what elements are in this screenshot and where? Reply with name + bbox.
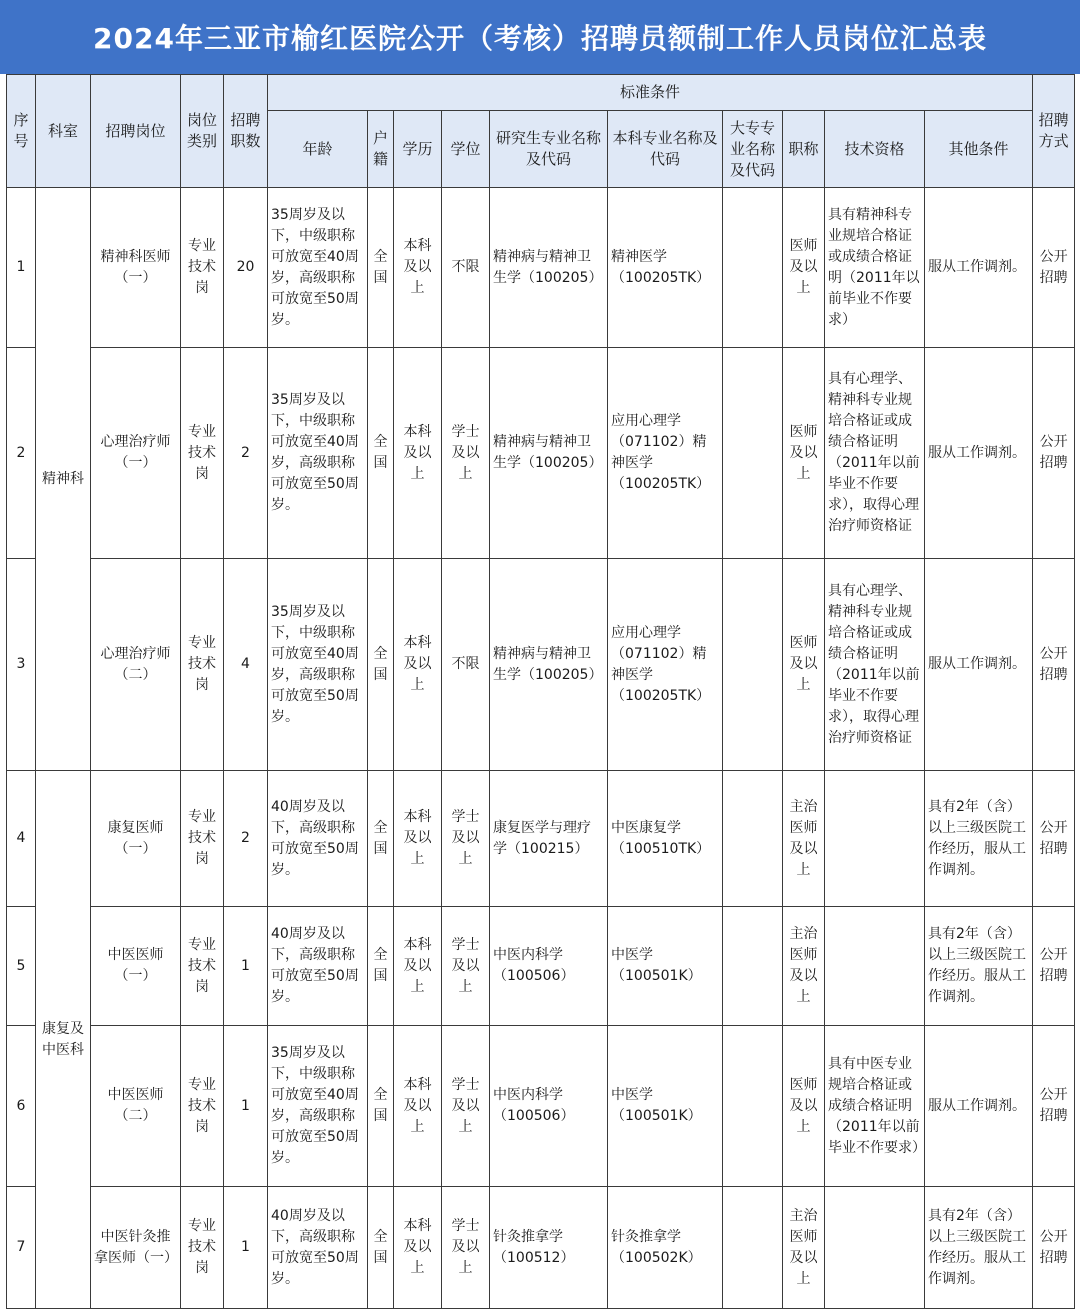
cell-hukou: 全国 bbox=[368, 559, 394, 771]
cell-position: 精神科医师（一） bbox=[91, 188, 181, 348]
cell-undergrad-major: 应用心理学（071102）精神医学（100205TK） bbox=[608, 559, 723, 771]
table-row bbox=[7, 1187, 1075, 1309]
cell-method: 公开招聘 bbox=[1033, 771, 1075, 907]
cell-education: 本科及以上 bbox=[394, 771, 442, 907]
cell-title-req: 主治医师及以上 bbox=[783, 907, 825, 1026]
cell-college-major bbox=[723, 559, 783, 771]
page-title: 2024年三亚市榆红医院公开（考核）招聘员额制工作人员岗位汇总表 bbox=[0, 0, 1080, 74]
header-age: 年龄 bbox=[268, 111, 368, 188]
cell-seq: 6 bbox=[7, 1026, 36, 1187]
cell-dept: 康复及中医科 bbox=[36, 771, 91, 1309]
cell-category: 专业技术岗 bbox=[181, 348, 224, 559]
cell-grad-major: 精神病与精神卫生学（100205） bbox=[490, 348, 608, 559]
cell-seq: 4 bbox=[7, 771, 36, 907]
cell-undergrad-major: 中医学（100501K） bbox=[608, 1026, 723, 1187]
cell-age: 40周岁及以下，高级职称可放宽至50周岁。 bbox=[268, 907, 368, 1026]
cell-other: 服从工作调剂。 bbox=[925, 1026, 1033, 1187]
cell-category: 专业技术岗 bbox=[181, 188, 224, 348]
cell-title-req: 医师及以上 bbox=[783, 348, 825, 559]
cell-count: 2 bbox=[224, 771, 268, 907]
cell-degree: 学士及以上 bbox=[442, 1187, 490, 1309]
cell-degree: 学士及以上 bbox=[442, 348, 490, 559]
cell-seq: 7 bbox=[7, 1187, 36, 1309]
cell-position: 康复医师（一） bbox=[91, 771, 181, 907]
cell-count: 2 bbox=[224, 348, 268, 559]
cell-tech-qual: 具有精神科专业规培合格证或成绩合格证明（2011年以前毕业不作要求） bbox=[825, 188, 925, 348]
header-position: 招聘岗位 bbox=[91, 75, 181, 188]
cell-college-major bbox=[723, 1187, 783, 1309]
recruitment-table bbox=[6, 74, 1075, 1309]
cell-grad-major: 精神病与精神卫生学（100205） bbox=[490, 559, 608, 771]
cell-undergrad-major: 应用心理学（071102）精神医学（100205TK） bbox=[608, 348, 723, 559]
cell-method: 公开招聘 bbox=[1033, 1026, 1075, 1187]
cell-dept: 精神科 bbox=[36, 188, 91, 771]
cell-age: 35周岁及以下，中级职称可放宽至40周岁，高级职称可放宽至50周岁。 bbox=[268, 559, 368, 771]
cell-tech-qual: 具有心理学、精神科专业规培合格证或成绩合格证明（2011年以前毕业不作要求），取得心理治疗师资格证 bbox=[825, 348, 925, 559]
cell-college-major bbox=[723, 1026, 783, 1187]
header-other: 其他条件 bbox=[925, 111, 1033, 188]
cell-title-req: 医师及以上 bbox=[783, 559, 825, 771]
cell-category: 专业技术岗 bbox=[181, 559, 224, 771]
cell-count: 1 bbox=[224, 1026, 268, 1187]
cell-position: 中医针灸推拿医师（一） bbox=[91, 1187, 181, 1309]
cell-method: 公开招聘 bbox=[1033, 1187, 1075, 1309]
cell-seq: 2 bbox=[7, 348, 36, 559]
cell-position: 心理治疗师（二） bbox=[91, 559, 181, 771]
header-seq: 序号 bbox=[7, 75, 36, 188]
cell-count: 20 bbox=[224, 188, 268, 348]
cell-seq: 5 bbox=[7, 907, 36, 1026]
cell-education: 本科及以上 bbox=[394, 188, 442, 348]
cell-degree: 学士及以上 bbox=[442, 907, 490, 1026]
header-tech-qual: 技术资格 bbox=[825, 111, 925, 188]
cell-other: 具有2年（含）以上三级医院工作经历，服从工作调剂。 bbox=[925, 771, 1033, 907]
cell-hukou: 全国 bbox=[368, 348, 394, 559]
cell-tech-qual: 具有中医专业规培合格证或成绩合格证明（2011年以前毕业不作要求） bbox=[825, 1026, 925, 1187]
cell-title-req: 主治医师及以上 bbox=[783, 771, 825, 907]
table-row bbox=[7, 771, 1075, 907]
cell-tech-qual bbox=[825, 907, 925, 1026]
cell-category: 专业技术岗 bbox=[181, 1026, 224, 1187]
cell-count: 4 bbox=[224, 559, 268, 771]
cell-age: 40周岁及以下，高级职称可放宽至50周岁。 bbox=[268, 1187, 368, 1309]
cell-category: 专业技术岗 bbox=[181, 907, 224, 1026]
cell-hukou: 全国 bbox=[368, 1026, 394, 1187]
cell-method: 公开招聘 bbox=[1033, 907, 1075, 1026]
header-hukou: 户籍 bbox=[368, 111, 394, 188]
cell-method: 公开招聘 bbox=[1033, 559, 1075, 771]
cell-age: 35周岁及以下，中级职称可放宽至40周岁，高级职称可放宽至50周岁。 bbox=[268, 1026, 368, 1187]
cell-degree: 不限 bbox=[442, 559, 490, 771]
cell-hukou: 全国 bbox=[368, 771, 394, 907]
header-education: 学历 bbox=[394, 111, 442, 188]
cell-position: 中医医师（二） bbox=[91, 1026, 181, 1187]
cell-college-major bbox=[723, 188, 783, 348]
cell-category: 专业技术岗 bbox=[181, 1187, 224, 1309]
cell-degree: 学士及以上 bbox=[442, 1026, 490, 1187]
cell-count: 1 bbox=[224, 1187, 268, 1309]
cell-age: 35周岁及以下，中级职称可放宽至40周岁，高级职称可放宽至50周岁。 bbox=[268, 348, 368, 559]
cell-age: 40周岁及以下，高级职称可放宽至50周岁。 bbox=[268, 771, 368, 907]
cell-hukou: 全国 bbox=[368, 188, 394, 348]
header-category: 岗位类别 bbox=[181, 75, 224, 188]
cell-other: 具有2年（含）以上三级医院工作经历。服从工作调剂。 bbox=[925, 1187, 1033, 1309]
header-dept: 科室 bbox=[36, 75, 91, 188]
cell-undergrad-major: 中医康复学（100510TK） bbox=[608, 771, 723, 907]
header-title-req: 职称 bbox=[783, 111, 825, 188]
cell-grad-major: 中医内科学（100506） bbox=[490, 907, 608, 1026]
cell-education: 本科及以上 bbox=[394, 559, 442, 771]
cell-grad-major: 中医内科学（100506） bbox=[490, 1026, 608, 1187]
cell-hukou: 全国 bbox=[368, 1187, 394, 1309]
cell-seq: 3 bbox=[7, 559, 36, 771]
cell-count: 1 bbox=[224, 907, 268, 1026]
cell-seq: 1 bbox=[7, 188, 36, 348]
cell-title-req: 医师及以上 bbox=[783, 188, 825, 348]
cell-grad-major: 针灸推拿学（100512） bbox=[490, 1187, 608, 1309]
cell-method: 公开招聘 bbox=[1033, 348, 1075, 559]
cell-position: 心理治疗师（一） bbox=[91, 348, 181, 559]
cell-age: 35周岁及以下，中级职称可放宽至40周岁，高级职称可放宽至50周岁。 bbox=[268, 188, 368, 348]
cell-education: 本科及以上 bbox=[394, 1026, 442, 1187]
table-row bbox=[7, 348, 1075, 559]
cell-education: 本科及以上 bbox=[394, 348, 442, 559]
cell-college-major bbox=[723, 907, 783, 1026]
cell-category: 专业技术岗 bbox=[181, 771, 224, 907]
cell-education: 本科及以上 bbox=[394, 907, 442, 1026]
header-grad-major: 研究生专业名称及代码 bbox=[490, 111, 608, 188]
header-undergrad-major: 本科专业名称及代码 bbox=[608, 111, 723, 188]
cell-undergrad-major: 针灸推拿学（100502K） bbox=[608, 1187, 723, 1309]
cell-degree: 学士及以上 bbox=[442, 771, 490, 907]
cell-method: 公开招聘 bbox=[1033, 188, 1075, 348]
cell-hukou: 全国 bbox=[368, 907, 394, 1026]
table-row bbox=[7, 188, 1075, 348]
cell-degree: 不限 bbox=[442, 188, 490, 348]
cell-grad-major: 康复医学与理疗学（100215） bbox=[490, 771, 608, 907]
cell-grad-major: 精神病与精神卫生学（100205） bbox=[490, 188, 608, 348]
cell-tech-qual bbox=[825, 771, 925, 907]
cell-college-major bbox=[723, 771, 783, 907]
header-method: 招聘方式 bbox=[1033, 75, 1075, 188]
cell-other: 服从工作调剂。 bbox=[925, 188, 1033, 348]
cell-title-req: 主治医师及以上 bbox=[783, 1187, 825, 1309]
cell-position: 中医医师（一） bbox=[91, 907, 181, 1026]
cell-other: 具有2年（含）以上三级医院工作经历。服从工作调剂。 bbox=[925, 907, 1033, 1026]
header-count: 招聘职数 bbox=[224, 75, 268, 188]
cell-tech-qual: 具有心理学、精神科专业规培合格证或成绩合格证明（2011年以前毕业不作要求），取得心理治疗师资格证 bbox=[825, 559, 925, 771]
cell-other: 服从工作调剂。 bbox=[925, 559, 1033, 771]
cell-other: 服从工作调剂。 bbox=[925, 348, 1033, 559]
header-standard: 标准条件 bbox=[268, 75, 1033, 111]
cell-undergrad-major: 精神医学（100205TK） bbox=[608, 188, 723, 348]
table-row bbox=[7, 1026, 1075, 1187]
table-row bbox=[7, 559, 1075, 771]
table-row bbox=[7, 907, 1075, 1026]
cell-tech-qual bbox=[825, 1187, 925, 1309]
cell-college-major bbox=[723, 348, 783, 559]
cell-undergrad-major: 中医学（100501K） bbox=[608, 907, 723, 1026]
cell-title-req: 医师及以上 bbox=[783, 1026, 825, 1187]
cell-education: 本科及以上 bbox=[394, 1187, 442, 1309]
header-degree: 学位 bbox=[442, 111, 490, 188]
header-college-major: 大专专业名称及代码 bbox=[723, 111, 783, 188]
